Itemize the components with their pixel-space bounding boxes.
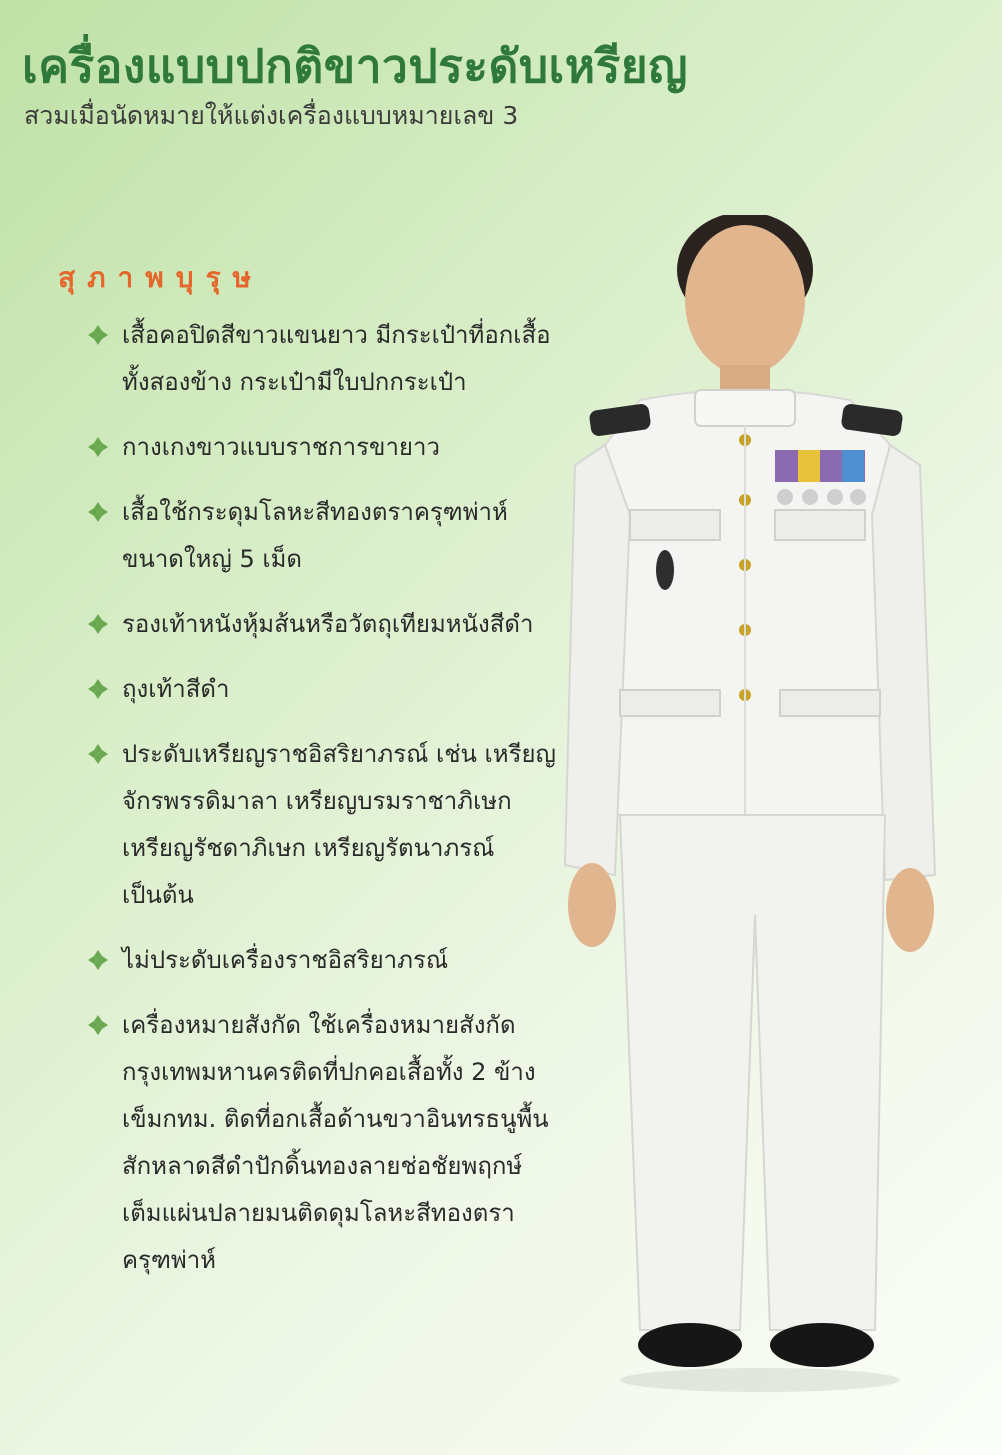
green-diamond-icon xyxy=(88,679,108,699)
list-item-text: กางเกงขาวแบบราชการขายาว xyxy=(122,433,440,461)
green-diamond-icon xyxy=(88,614,108,634)
list-item xyxy=(86,489,556,583)
page-title: เครื่องแบบปกติขาวประดับเหรียญ xyxy=(22,39,688,93)
list-item-text: เครื่องหมายสังกัด ใช้เครื่องหมายสังกัดกรุงเทพมหานครติดที่ปกคอเสื้อทั้ง 2 ข้าง เข็มกทม. ติดที่อกเสื้อด้านขวาอินทรธนูพื้นสักหลาดสีดำปักดิ้นทองลายช่อชัยพฤกษ์เต็มแผ่นปลายมนติดดุมโลหะสีทองตราครุฑพ่าห์ xyxy=(122,1011,549,1274)
green-diamond-icon xyxy=(88,1015,108,1035)
list-item-text: เสื้อคอปิดสีขาวแขนยาว มีกระเป๋าที่อกเสื้อทั้งสองข้าง กระเป๋ามีใบปกกระเป๋า xyxy=(122,321,551,396)
green-diamond-icon xyxy=(88,437,108,457)
section-heading-gentlemen: สุภาพบุรุษ xyxy=(58,261,263,294)
green-diamond-icon xyxy=(88,502,108,522)
uniform-photo xyxy=(560,215,940,1395)
list-item xyxy=(86,1002,556,1284)
list-item xyxy=(86,312,556,406)
list-item-text: รองเท้าหนังหุ้มส้นหรือวัตถุเทียมหนังสีดำ xyxy=(122,610,534,638)
list-item xyxy=(86,666,556,713)
list-item-text: ถุงเท้าสีดำ xyxy=(122,675,230,703)
list-item xyxy=(86,937,556,984)
list-item xyxy=(86,731,556,919)
list-item xyxy=(86,601,556,648)
list-item-text: ประดับเหรียญราชอิสริยาภรณ์ เช่น เหรียญจักรพรรดิมาลา เหรียญบรมราชาภิเษก เหรียญรัชดาภิเษก เหรียญรัตนาภรณ์ เป็นต้น xyxy=(122,740,556,909)
green-diamond-icon xyxy=(88,325,108,345)
list-item-text: เสื้อใช้กระดุมโลหะสีทองตราครุฑพ่าห์ขนาดใหญ่ 5 เม็ด xyxy=(122,498,508,573)
page-subtitle: สวมเมื่อนัดหมายให้แต่งเครื่องแบบหมายเลข 3 xyxy=(24,101,519,130)
uniform-requirements-list xyxy=(86,312,556,1302)
green-diamond-icon xyxy=(88,950,108,970)
green-diamond-icon xyxy=(88,744,108,764)
list-item xyxy=(86,424,556,471)
list-item-text: ไม่ประดับเครื่องราชอิสริยาภรณ์ xyxy=(122,946,449,974)
